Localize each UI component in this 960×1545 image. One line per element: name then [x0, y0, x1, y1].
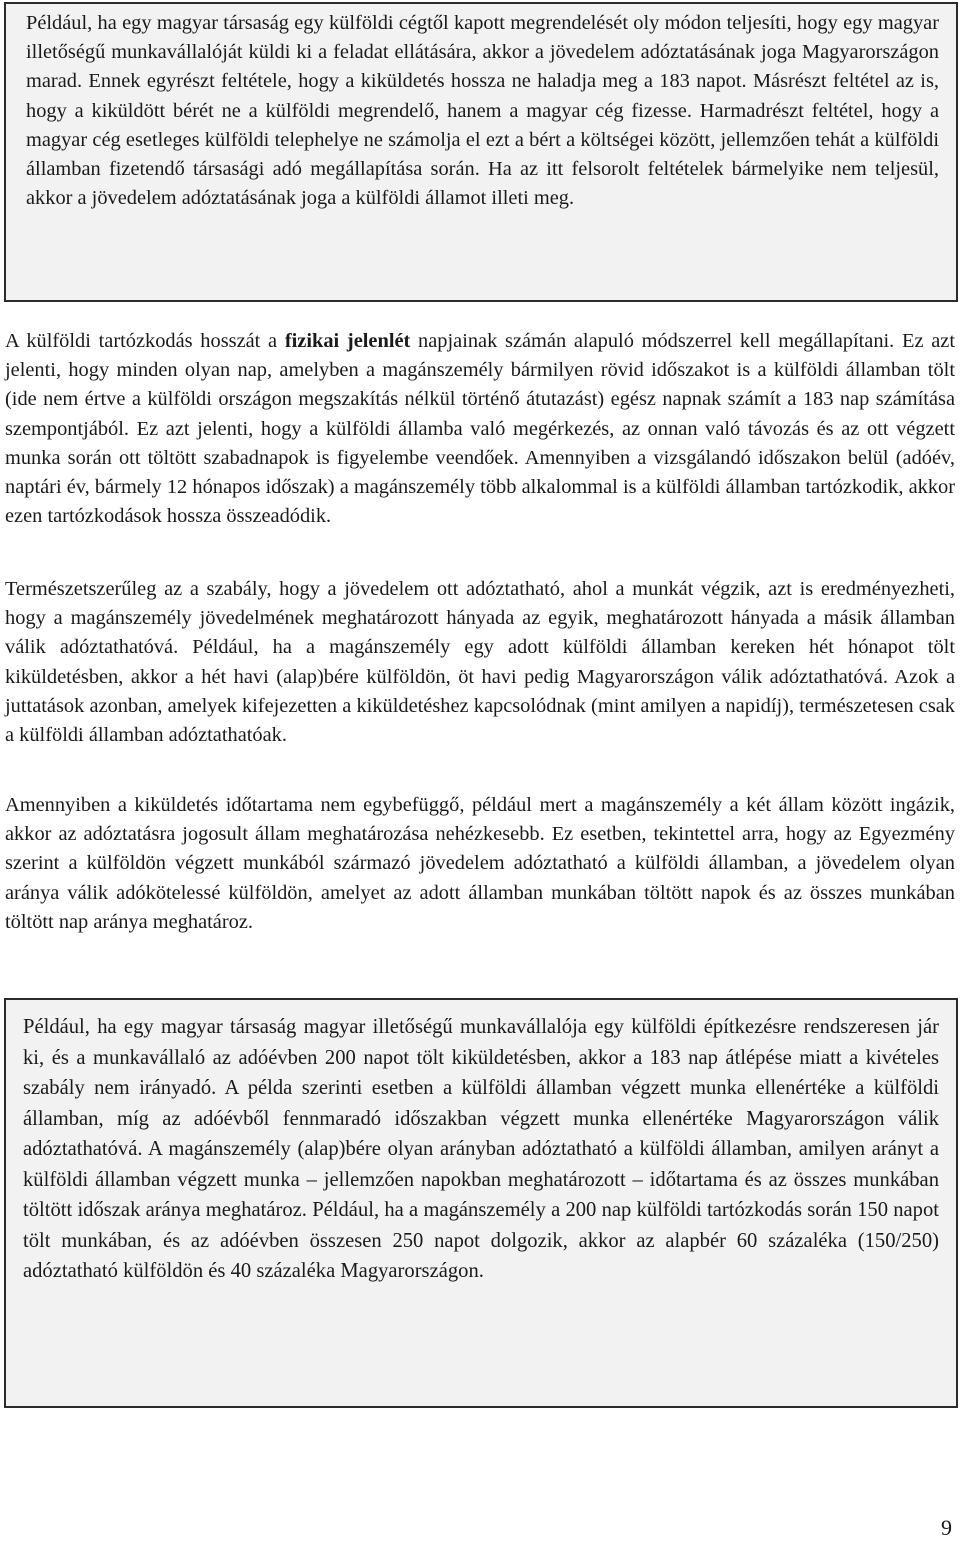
paragraph-1-lead: A külföldi tartózkodás hosszát a — [5, 330, 285, 352]
example-box-1-text: Például, ha egy magyar társaság egy külföldi cégtől kapott megrendelését oly módon teljesíti, hogy egy magyar illetőségű munkavállalóját küldi ki a feladat ellátására, akkor a jövedelem adóztatásának joga Magyarországon marad. Ennek egyrészt feltétele, hogy a kiküldetés hossza ne haladja meg a 183 napot. Másrészt feltétel az is, hogy a kiküldött bérét ne a külföldi megrendelő, hanem a magyar cég fizesse. Harmadrészt feltétel, hogy a magyar cég esetleges külföldi telephelye ne számolja el ezt a bért a költségei között, jellemzően tehát a külföldi államban fizetendő társasági adó megállapítása során. Ha az itt felsorolt feltételek bármelyike nem teljesül, akkor a jövedelem adóztatásának joga a külföldi államot illeti meg. — [26, 12, 939, 210]
paragraph-physical-presence — [5, 327, 955, 531]
paragraph-1-bold-term: fizikai jelenlét — [284, 330, 411, 352]
example-box-2-text: Például, ha egy magyar társaság magyar illetőségű munkavállalója egy külföldi építkezésre rendszeresen jár ki, és a munkavállaló az adóévben 200 napot tölt kiküldetésben, akkor a 183 nap átlépése miatt a kivételes szabály nem irányadó. A példa szerinti esetben a külföldi államban végzett munka ellenértéke a külföldi államban, míg az adóévből fennmaradó időszakban végzett munka ellenértéke Magyarországon válik adóztathatóvá. A magánszemély (alap)bére olyan arányban adóztatható a külföldi államban, amilyen arányt a külföldi államban végzett munka – jellemzően napokban meghatározott – időtartama és az összes munkában töltött időszak aránya meghatároz. Például, ha a magánszemély a 200 nap külföldi tartózkodás során 150 napot tölt munkában, és az adóévben összesen 250 napot dolgozik, akkor az alapbér 60 százaléka (150/250) adóztatható külföldön és 40 százaléka Magyarországon. — [23, 1016, 939, 1282]
example-box-2 — [4, 998, 958, 1408]
paragraph-income-split — [5, 575, 955, 750]
paragraph-3-text: Amennyiben a kiküldetés időtartama nem egybefüggő, például mert a magánszemély a két állam között ingázik, akkor az adóztatásra jogosult állam meghatározása nehézkesebb. Ez esetben, tekintettel arra, hogy az Egyezmény szerint a külföldön végzett munkából származó jövedelem adóztatható a külföldi államban, a jövedelem olyan aránya válik adókötelessé külföldön, amelyet az adott államban munkában töltött napok és az összes munkában töltött nap aránya meghatároz. — [5, 794, 955, 933]
page-number: 9 — [941, 1515, 952, 1540]
paragraph-commuting — [5, 791, 955, 937]
paragraph-1-rest: napjainak számán alapuló módszerrel kell megállapítani. Ez azt jelenti, hogy minden olyan nap, amelyben a magánszemély bármilyen rövid időszakot is a külföldi államban tölt (ide nem értve a külföldi országon megszakítás nélkül történő átutazást) egész napnak számít a 183 nap számítása szempontjából. Ez azt jelenti, hogy a külföldi államba való megérkezés, az onnan való távozás és az ott végzett munka során ott töltött szabadnapok is figyelembe veendőek. Amennyiben a vizsgálandó időszakon belül (adóév, naptári év, bármely 12 hónapos időszak) a magánszemély több alkalommal is a külföldi államban tartózkodik, akkor ezen tartózkodások hossza összeadódik. — [5, 330, 955, 528]
example-box-1 — [4, 2, 958, 302]
paragraph-2-text: Természetszerűleg az a szabály, hogy a jövedelem ott adóztatható, ahol a munkát végzik, azt is eredményezheti, hogy a magánszemély jövedelmének meghatározott hányada az egyik, meghatározott hányada a másik államban válik adóztathatóvá. Például, ha a magánszemély egy adott külföldi államban kereken hét hónapot tölt kiküldetésben, akkor a hét havi (alap)bére külföldön, öt havi pedig Magyarországon válik adóztathatóvá. Azok a juttatások azonban, amelyek kifejezetten a kiküldetéshez kapcsolódnak (mint amilyen a napidíj), természetesen csak a külföldi államban adóztathatóak. — [5, 578, 955, 747]
